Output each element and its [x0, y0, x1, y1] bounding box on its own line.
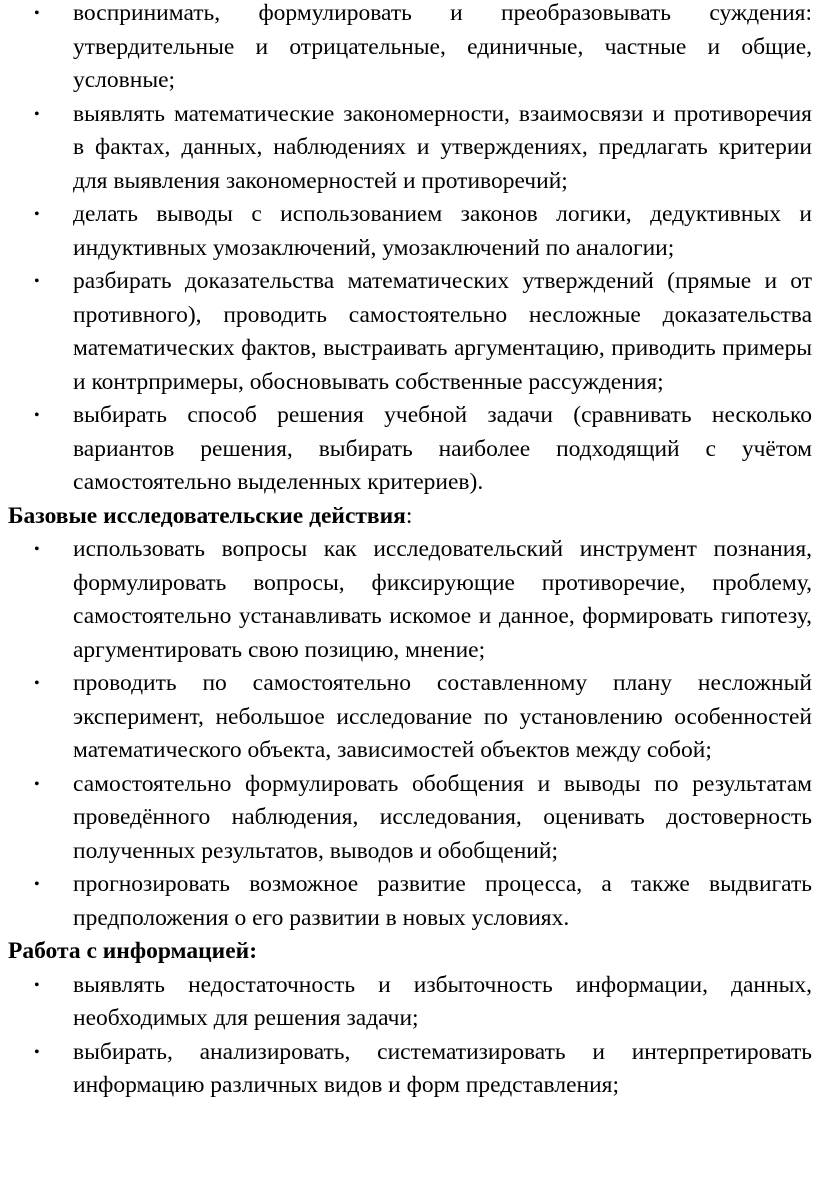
list-item: • делать выводы с использованием законов логики, дедуктивных и индуктивных умозаключений, умозаключений по аналогии;: [0, 198, 816, 265]
bullet-icon: •: [34, 1043, 40, 1061]
bullet-icon: •: [34, 976, 40, 994]
list-item: • выбирать, анализировать, систематизировать и интерпретировать информацию различных видов и форм представления;: [0, 1036, 816, 1103]
bullet-icon: •: [34, 5, 40, 22]
list-item: • выявлять математические закономерности, взаимосвязи и противоречия в фактах, данных, наблюдениях и утверждениях, предлагать критерии для выявления закономерностей и противоречий;: [0, 98, 816, 199]
information-actions-list: [0, 969, 816, 1103]
research-actions-list: [0, 533, 816, 935]
bullet-icon: •: [34, 105, 40, 123]
bullet-icon: •: [34, 876, 40, 893]
list-item: • использовать вопросы как исследовательский инструмент познания, формулировать вопросы, фиксирующие противоречие, проблему, самостоятельно устанавливать искомое и данное, формировать гипотезу, аргументировать свою позицию, мнение;: [0, 533, 816, 667]
list-item: • выявлять недостаточность и избыточность информации, данных, необходимых для решения задачи;: [0, 969, 816, 1036]
bullet-icon: •: [34, 775, 40, 793]
list-item: • самостоятельно формулировать обобщения и выводы по результатам проведённого наблюдения, исследования, оценивать достоверность полученных результатов, выводов и обобщений;: [0, 768, 816, 869]
information-heading: Работа с информацией:: [8, 938, 258, 964]
bullet-icon: •: [34, 675, 40, 692]
list-item: • проводить по самостоятельно составленному плану несложный эксперимент, небольшое исследование по установлению особенностей математического объекта, зависимостей объектов между собой;: [0, 667, 816, 768]
list-item: • выбирать способ решения учебной задачи (сравнивать несколько вариантов решения, выбирать наиболее подходящий с учётом самостоятельно выделенных критериев).: [0, 399, 816, 500]
research-actions-heading: Базовые исследовательские действия:: [8, 502, 413, 529]
list-item: • прогнозировать возможное развитие процесса, а также выдвигать предположения о его развитии в новых условиях.: [0, 868, 816, 935]
bullet-icon: •: [34, 407, 40, 424]
list-item: • воспринимать, формулировать и преобразовывать суждения: утвердительные и отрицательные, единичные, частные и общие, условные;: [0, 0, 816, 98]
bullet-icon: •: [34, 541, 40, 558]
bullet-icon: •: [34, 273, 40, 290]
logic-actions-list: [0, 0, 816, 500]
bullet-icon: •: [34, 206, 40, 223]
list-item: • разбирать доказательства математических утверждений (прямые и от противного), проводить самостоятельно несложные доказательства математических фактов, выстраивать аргументацию, приводить примеры и контрпримеры, обосновывать собственные рассуждения;: [0, 265, 816, 399]
